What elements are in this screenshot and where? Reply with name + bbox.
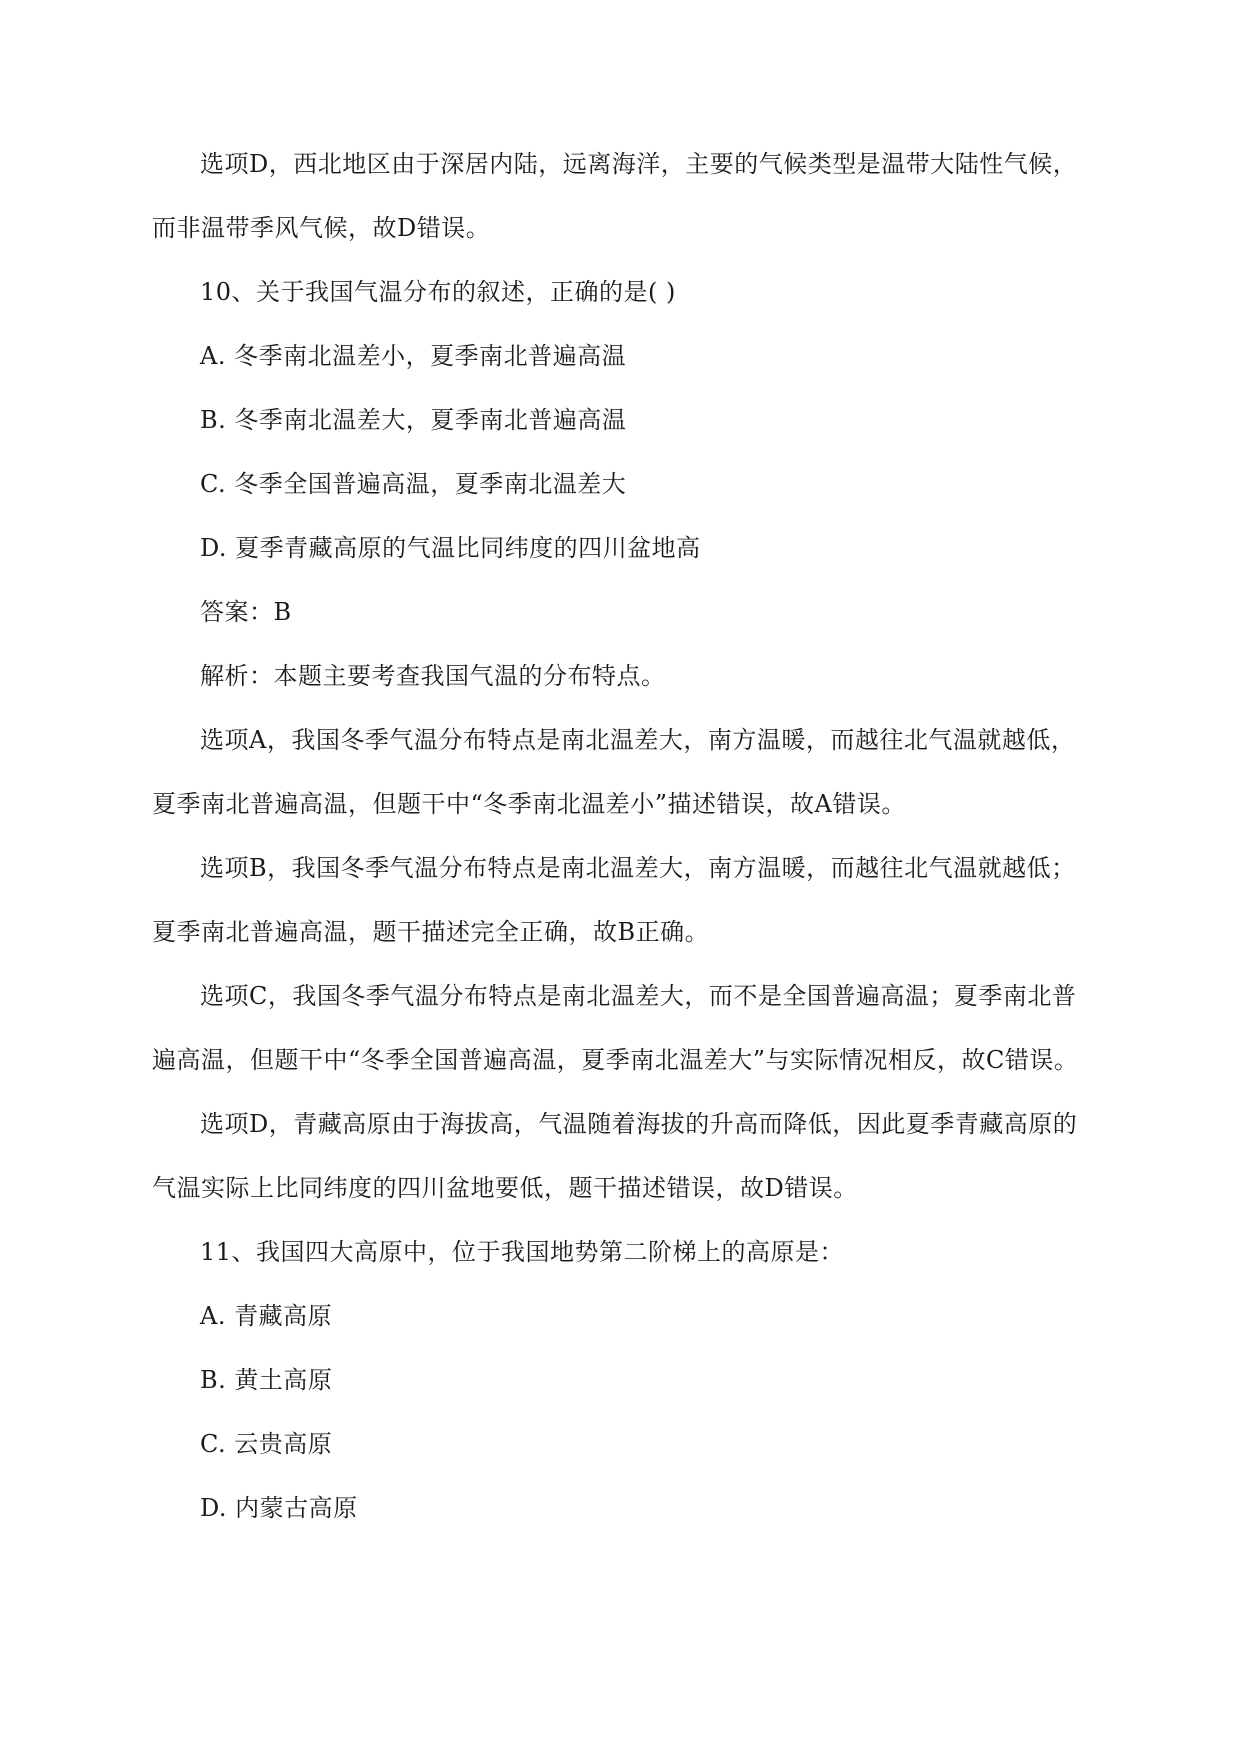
question-11-option-d: D. 内蒙古高原 [200, 1494, 358, 1522]
option-d-explanation-line-2: 而非温带季风气候，故D错误。 [152, 214, 491, 242]
option-c-analysis-line-1: 选项C，我国冬季气温分布特点是南北温差大，而不是全国普遍高温；夏季南北普 [200, 982, 1077, 1010]
option-b-analysis-line-2: 夏季南北普遍高温，题干描述完全正确，故B正确。 [152, 918, 710, 946]
option-b-analysis-line-1: 选项B，我国冬季气温分布特点是南北温差大，南方温暖，而越往北气温就越低； [200, 854, 1076, 882]
option-a-analysis-line-2: 夏季南北普遍高温，但题干中“冬季南北温差小”描述错误，故A错误。 [152, 790, 906, 818]
option-d-analysis-line-2: 气温实际上比同纬度的四川盆地要低，题干描述错误，故D错误。 [152, 1174, 858, 1202]
question-11: 11、我国四大高原中，位于我国地势第二阶梯上的高原是： [200, 1238, 845, 1266]
question-11-option-c: C. 云贵高原 [200, 1430, 333, 1458]
option-d-explanation-line-1: 选项D，西北地区由于深居内陆，远离海洋，主要的气候类型是温带大陆性气候， [200, 150, 1078, 178]
question-11-option-b: B. 黄土高原 [200, 1366, 333, 1394]
option-a-analysis-line-1: 选项A，我国冬季气温分布特点是南北温差大，南方温暖，而越往北气温就越低， [200, 726, 1076, 754]
answer-line: 答案：B [200, 598, 292, 626]
question-10: 10、关于我国气温分布的叙述，正确的是( ) [200, 278, 676, 306]
option-d-analysis-line-1: 选项D，青藏高原由于海拔高，气温随着海拔的升高而降低，因此夏季青藏高原的 [200, 1110, 1078, 1138]
option-c-analysis-line-2: 遍高温，但题干中“冬季全国普遍高温，夏季南北温差大”与实际情况相反，故C错误。 [152, 1046, 1079, 1074]
question-11-option-a: A. 青藏高原 [200, 1302, 333, 1330]
question-10-option-a: A. 冬季南北温差小，夏季南北普遍高温 [200, 342, 627, 370]
analysis-line: 解析：本题主要考查我国气温的分布特点。 [200, 662, 666, 690]
question-10-option-c: C. 冬季全国普遍高温，夏季南北温差大 [200, 470, 627, 498]
question-10-option-b: B. 冬季南北温差大，夏季南北普遍高温 [200, 406, 627, 434]
question-10-option-d: D. 夏季青藏高原的气温比同纬度的四川盆地高 [200, 534, 701, 562]
